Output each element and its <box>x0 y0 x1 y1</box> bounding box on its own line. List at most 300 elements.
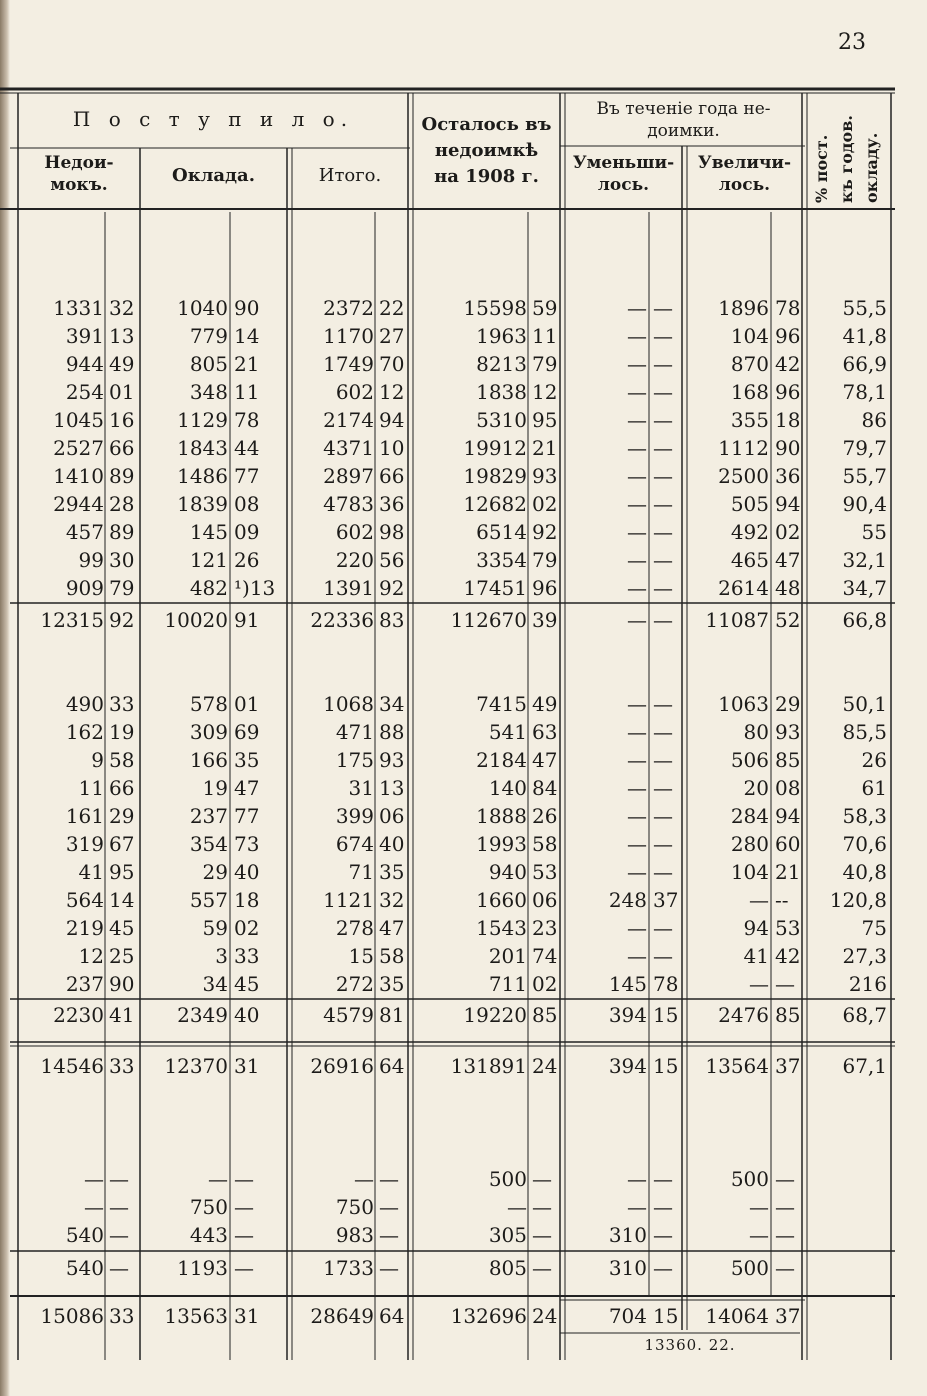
assessment-kopecks: 33 <box>234 944 260 968</box>
decreased-kopecks: — <box>653 720 673 744</box>
assessment-kopecks: 91 <box>234 608 260 632</box>
arrears-kopecks: 49 <box>109 352 135 376</box>
increased-rubles: 1063 <box>718 692 769 716</box>
arrears-rubles: 254 <box>65 380 104 404</box>
remaining-rubles: 19912 <box>463 436 527 460</box>
arrears-rubles: 490 <box>65 692 104 716</box>
arrears-kopecks: 79 <box>109 576 135 600</box>
total-kopecks: 35 <box>379 972 405 996</box>
table-row <box>0 322 927 350</box>
remaining-rubles: — <box>507 1195 527 1219</box>
increased-rubles: 870 <box>730 352 769 376</box>
assessment-rubles: 779 <box>189 324 228 348</box>
total-kopecks: 64 <box>379 1304 405 1328</box>
total-kopecks: — <box>379 1223 399 1247</box>
increased-kopecks: — <box>775 972 795 996</box>
remaining-kopecks: 63 <box>532 720 558 744</box>
increased-rubles: 20 <box>743 776 769 800</box>
assessment-rubles: 1486 <box>177 464 228 488</box>
arrears-kopecks: — <box>109 1223 129 1247</box>
total-kopecks: 36 <box>379 492 405 516</box>
assessment-rubles: 1843 <box>177 436 228 460</box>
decreased-rubles: — <box>627 520 647 544</box>
arrears-kopecks: 66 <box>109 436 135 460</box>
increased-rubles: 1896 <box>718 296 769 320</box>
table-row <box>0 1052 927 1080</box>
increased-kopecks: 37 <box>775 1304 801 1328</box>
total-kopecks: 98 <box>379 520 405 544</box>
table-row <box>0 294 927 322</box>
increased-rubles: 104 <box>730 860 769 884</box>
header-remaining: Осталось въ недоимкѣ на 1908 г. <box>421 114 552 187</box>
remaining-kopecks: 93 <box>532 464 558 488</box>
assessment-rubles: 10020 <box>164 608 228 632</box>
arrears-kopecks: 41 <box>109 1003 135 1027</box>
percent-value: 32,1 <box>842 548 887 572</box>
decreased-kopecks: — <box>653 916 673 940</box>
total-kopecks: 32 <box>379 888 405 912</box>
decreased-kopecks: — <box>653 776 673 800</box>
total-rubles: 983 <box>335 1223 374 1247</box>
total-kopecks: 27 <box>379 324 405 348</box>
decreased-rubles: — <box>627 408 647 432</box>
increased-rubles: — <box>749 1195 769 1219</box>
remaining-rubles: 305 <box>488 1223 527 1247</box>
table-row <box>0 802 927 830</box>
table-row <box>0 434 927 462</box>
total-rubles: 1391 <box>323 576 374 600</box>
assessment-rubles: 145 <box>189 520 228 544</box>
total-rubles: 4783 <box>323 492 374 516</box>
remaining-rubles: 112670 <box>450 608 527 632</box>
assessment-rubles: 354 <box>189 832 228 856</box>
arrears-rubles: 219 <box>65 916 104 940</box>
arrears-rubles: 944 <box>65 352 104 376</box>
arrears-kopecks: — <box>109 1167 129 1191</box>
arrears-rubles: — <box>84 1195 104 1219</box>
decreased-rubles: — <box>627 436 647 460</box>
total-rubles: 272 <box>335 972 374 996</box>
assessment-kopecks: 47 <box>234 776 260 800</box>
decreased-rubles: — <box>627 916 647 940</box>
remaining-kopecks: 53 <box>532 860 558 884</box>
total-rubles: 71 <box>348 860 374 884</box>
decreased-kopecks: 15 <box>653 1054 679 1078</box>
increased-kopecks: 94 <box>775 492 801 516</box>
remaining-kopecks: 96 <box>532 576 558 600</box>
decreased-kopecks: — <box>653 492 673 516</box>
decreased-rubles: — <box>627 608 647 632</box>
decreased-rubles: — <box>627 804 647 828</box>
assessment-kopecks: — <box>234 1195 254 1219</box>
decreased-kopecks: — <box>653 748 673 772</box>
total-rubles: 220 <box>335 548 374 572</box>
total-kopecks: 06 <box>379 804 405 828</box>
decreased-rubles: — <box>627 776 647 800</box>
total-kopecks: 94 <box>379 408 405 432</box>
decreased-rubles: 310 <box>608 1256 647 1280</box>
increased-kopecks: 96 <box>775 380 801 404</box>
percent-value: 90,4 <box>842 492 887 516</box>
decreased-rubles: — <box>627 324 647 348</box>
remaining-kopecks: 85 <box>532 1003 558 1027</box>
assessment-rubles: 309 <box>189 720 228 744</box>
table-row <box>0 350 927 378</box>
increased-kopecks: 52 <box>775 608 801 632</box>
increased-rubles: 2614 <box>718 576 769 600</box>
remaining-rubles: 5310 <box>476 408 527 432</box>
percent-value: 58,3 <box>842 804 887 828</box>
assessment-rubles: 1040 <box>177 296 228 320</box>
remaining-kopecks: 92 <box>532 520 558 544</box>
percent-value: 85,5 <box>842 720 887 744</box>
increased-kopecks: 42 <box>775 352 801 376</box>
assessment-kopecks: 14 <box>234 324 260 348</box>
remaining-rubles: 19829 <box>463 464 527 488</box>
remaining-kopecks: 47 <box>532 748 558 772</box>
percent-value: 216 <box>848 972 887 996</box>
increased-rubles: 80 <box>743 720 769 744</box>
increased-rubles: 94 <box>743 916 769 940</box>
table-row <box>0 1254 927 1282</box>
arrears-rubles: 2944 <box>53 492 104 516</box>
percent-value: 26 <box>861 748 887 772</box>
remaining-rubles: 805 <box>488 1256 527 1280</box>
total-kopecks: 13 <box>379 776 405 800</box>
table-row <box>0 914 927 942</box>
total-kopecks: 88 <box>379 720 405 744</box>
percent-value: 79,7 <box>842 436 887 460</box>
arrears-kopecks: 67 <box>109 832 135 856</box>
assessment-kopecks: 02 <box>234 916 260 940</box>
percent-value: 67,1 <box>842 1054 887 1078</box>
table-row <box>0 406 927 434</box>
percent-value: 66,9 <box>842 352 887 376</box>
arrears-kopecks: 14 <box>109 888 135 912</box>
percent-value: 55 <box>861 520 887 544</box>
decreased-rubles: 310 <box>608 1223 647 1247</box>
assessment-rubles: 750 <box>189 1195 228 1219</box>
total-kopecks: 10 <box>379 436 405 460</box>
assessment-kopecks: — <box>234 1167 254 1191</box>
increased-rubles: 1112 <box>718 436 769 460</box>
total-kopecks: 64 <box>379 1054 405 1078</box>
arrears-rubles: 1045 <box>53 408 104 432</box>
assessment-rubles: 19 <box>202 776 228 800</box>
remaining-kopecks: 79 <box>532 548 558 572</box>
decreased-kopecks: — <box>653 1167 673 1191</box>
table-row <box>0 546 927 574</box>
increased-kopecks: — <box>775 1256 795 1280</box>
increased-kopecks: 42 <box>775 944 801 968</box>
remaining-rubles: 1838 <box>476 380 527 404</box>
arrears-kopecks: 01 <box>109 380 135 404</box>
arrears-rubles: 11 <box>78 776 104 800</box>
assessment-rubles: 578 <box>189 692 228 716</box>
remaining-kopecks: 84 <box>532 776 558 800</box>
remaining-kopecks: 24 <box>532 1054 558 1078</box>
increased-kopecks: 48 <box>775 576 801 600</box>
total-rubles: — <box>354 1167 374 1191</box>
percent-value: 55,7 <box>842 464 887 488</box>
table-row <box>0 606 927 634</box>
increased-rubles: — <box>749 1223 769 1247</box>
decreased-kopecks: — <box>653 548 673 572</box>
increased-kopecks: 47 <box>775 548 801 572</box>
assessment-kopecks: 21 <box>234 352 260 376</box>
arrears-kopecks: 33 <box>109 692 135 716</box>
decreased-kopecks: — <box>653 832 673 856</box>
table-row <box>0 1001 927 1029</box>
arrears-rubles: 161 <box>65 804 104 828</box>
table-row <box>0 718 927 746</box>
assessment-kopecks: 31 <box>234 1054 260 1078</box>
arrears-kopecks: 92 <box>109 608 135 632</box>
table-row <box>0 490 927 518</box>
decreased-kopecks: — <box>653 608 673 632</box>
assessment-kopecks: 69 <box>234 720 260 744</box>
arrears-kopecks: 90 <box>109 972 135 996</box>
increased-kopecks: 90 <box>775 436 801 460</box>
total-kopecks: 92 <box>379 576 405 600</box>
table-row <box>0 746 927 774</box>
total-rubles: 1733 <box>323 1256 374 1280</box>
total-rubles: 31 <box>348 776 374 800</box>
assessment-kopecks: 77 <box>234 464 260 488</box>
remaining-rubles: 6514 <box>476 520 527 544</box>
remaining-rubles: 201 <box>488 944 527 968</box>
decreased-kopecks: 78 <box>653 972 679 996</box>
arrears-rubles: 457 <box>65 520 104 544</box>
total-kopecks: 93 <box>379 748 405 772</box>
increased-kopecks: 60 <box>775 832 801 856</box>
decreased-rubles: — <box>627 492 647 516</box>
assessment-rubles: 34 <box>202 972 228 996</box>
decreased-kopecks: — <box>653 520 673 544</box>
assessment-kopecks: 44 <box>234 436 260 460</box>
assessment-kopecks: 08 <box>234 492 260 516</box>
assessment-kopecks: ¹)13 <box>234 576 276 600</box>
remaining-rubles: 1543 <box>476 916 527 940</box>
remaining-kopecks: — <box>532 1256 552 1280</box>
percent-value: 75 <box>861 916 887 940</box>
total-rubles: 602 <box>335 380 374 404</box>
percent-value: 41,8 <box>842 324 887 348</box>
remaining-kopecks: — <box>532 1223 552 1247</box>
decreased-rubles: 394 <box>608 1003 647 1027</box>
percent-value: 34,7 <box>842 576 887 600</box>
assessment-kopecks: 35 <box>234 748 260 772</box>
table-row <box>0 462 927 490</box>
arrears-rubles: 391 <box>65 324 104 348</box>
table-row <box>0 1165 927 1193</box>
assessment-rubles: — <box>208 1167 228 1191</box>
decreased-kopecks: — <box>653 1256 673 1280</box>
assessment-rubles: 482 <box>189 576 228 600</box>
remaining-rubles: 140 <box>488 776 527 800</box>
arrears-kopecks: 89 <box>109 520 135 544</box>
assessment-rubles: 557 <box>189 888 228 912</box>
increased-kopecks: 21 <box>775 860 801 884</box>
decreased-kopecks: — <box>653 1223 673 1247</box>
remaining-rubles: 711 <box>488 972 527 996</box>
remaining-rubles: 8213 <box>476 352 527 376</box>
remaining-rubles: 1888 <box>476 804 527 828</box>
decreased-kopecks: — <box>653 324 673 348</box>
total-kopecks: — <box>379 1167 399 1191</box>
total-rubles: 4579 <box>323 1003 374 1027</box>
assessment-kopecks: 78 <box>234 408 260 432</box>
header-arrears: Недои- мокъ. <box>44 153 114 195</box>
remaining-kopecks: 23 <box>532 916 558 940</box>
assessment-rubles: 29 <box>202 860 228 884</box>
increased-rubles: 13564 <box>705 1054 769 1078</box>
remaining-rubles: 940 <box>488 860 527 884</box>
assessment-rubles: 237 <box>189 804 228 828</box>
percent-value: 86 <box>861 408 887 432</box>
table-row <box>0 574 927 602</box>
decreased-kopecks: — <box>653 1195 673 1219</box>
increased-rubles: 465 <box>730 548 769 572</box>
decreased-rubles: 704 <box>608 1304 647 1328</box>
decreased-rubles: — <box>627 296 647 320</box>
assessment-kopecks: — <box>234 1256 254 1280</box>
total-rubles: 175 <box>335 748 374 772</box>
increased-kopecks: — <box>775 1223 795 1247</box>
arrears-rubles: 2527 <box>53 436 104 460</box>
increased-kopecks: -- <box>775 888 789 912</box>
arrears-kopecks: 16 <box>109 408 135 432</box>
percent-value: 120,8 <box>829 888 887 912</box>
arrears-rubles: 12315 <box>40 608 104 632</box>
total-rubles: 22336 <box>310 608 374 632</box>
assessment-rubles: 1193 <box>177 1256 228 1280</box>
assessment-kopecks: 01 <box>234 692 260 716</box>
assessment-kopecks: 11 <box>234 380 260 404</box>
assessment-kopecks: 77 <box>234 804 260 828</box>
total-kopecks: 12 <box>379 380 405 404</box>
assessment-rubles: 3 <box>215 944 228 968</box>
table-row <box>0 1221 927 1249</box>
remaining-kopecks: 02 <box>532 492 558 516</box>
arrears-rubles: 564 <box>65 888 104 912</box>
arrears-kopecks: 32 <box>109 296 135 320</box>
remaining-rubles: 7415 <box>476 692 527 716</box>
remaining-kopecks: 12 <box>532 380 558 404</box>
arrears-kopecks: 33 <box>109 1304 135 1328</box>
assessment-kopecks: 40 <box>234 1003 260 1027</box>
decreased-rubles: — <box>627 1167 647 1191</box>
arrears-kopecks: 13 <box>109 324 135 348</box>
increased-kopecks: 18 <box>775 408 801 432</box>
total-rubles: 2897 <box>323 464 374 488</box>
table-row <box>0 774 927 802</box>
remaining-kopecks: 39 <box>532 608 558 632</box>
arrears-rubles: 12 <box>78 944 104 968</box>
table-row <box>0 886 927 914</box>
arrears-rubles: 2230 <box>53 1003 104 1027</box>
increased-kopecks: 94 <box>775 804 801 828</box>
assessment-rubles: 1839 <box>177 492 228 516</box>
arrears-kopecks: — <box>109 1195 129 1219</box>
decreased-kopecks: — <box>653 804 673 828</box>
total-kopecks: 40 <box>379 832 405 856</box>
header-received: П о с т у п и л о. <box>72 107 354 131</box>
assessment-rubles: 348 <box>189 380 228 404</box>
assessment-kopecks: 90 <box>234 296 260 320</box>
table-row <box>0 378 927 406</box>
increased-kopecks: 08 <box>775 776 801 800</box>
total-rubles: 278 <box>335 916 374 940</box>
arrears-kopecks: 58 <box>109 748 135 772</box>
total-kopecks: 35 <box>379 860 405 884</box>
assessment-rubles: 13563 <box>164 1304 228 1328</box>
remaining-kopecks: — <box>532 1195 552 1219</box>
arrears-rubles: 237 <box>65 972 104 996</box>
total-rubles: 1068 <box>323 692 374 716</box>
remaining-kopecks: 58 <box>532 832 558 856</box>
increased-rubles: 500 <box>730 1167 769 1191</box>
table-row <box>0 1193 927 1221</box>
decreased-rubles: — <box>627 352 647 376</box>
arrears-rubles: 540 <box>65 1223 104 1247</box>
decreased-kopecks: — <box>653 436 673 460</box>
increased-kopecks: 85 <box>775 1003 801 1027</box>
increased-kopecks: 85 <box>775 748 801 772</box>
arrears-kopecks: — <box>109 1256 129 1280</box>
assessment-kopecks: 40 <box>234 860 260 884</box>
arrears-kopecks: 30 <box>109 548 135 572</box>
decreased-kopecks: — <box>653 352 673 376</box>
assessment-rubles: 59 <box>202 916 228 940</box>
remaining-rubles: 1993 <box>476 832 527 856</box>
assessment-rubles: 443 <box>189 1223 228 1247</box>
remaining-kopecks: 11 <box>532 324 558 348</box>
total-rubles: 674 <box>335 832 374 856</box>
arrears-rubles: 1410 <box>53 464 104 488</box>
total-rubles: 1170 <box>323 324 374 348</box>
arrears-rubles: 319 <box>65 832 104 856</box>
decreased-kopecks: — <box>653 860 673 884</box>
increased-rubles: 280 <box>730 832 769 856</box>
header-during-year: Въ теченіе года не- доимки. <box>596 99 771 141</box>
assessment-rubles: 12370 <box>164 1054 228 1078</box>
table-row <box>0 970 927 998</box>
total-rubles: 602 <box>335 520 374 544</box>
increased-rubles: 14064 <box>705 1304 769 1328</box>
increased-rubles: 506 <box>730 748 769 772</box>
header-assessment: Оклада. <box>172 165 255 186</box>
remaining-kopecks: 24 <box>532 1304 558 1328</box>
header-percent: % пост. къ годов. окладу. <box>812 115 881 203</box>
decreased-rubles: — <box>627 464 647 488</box>
remaining-kopecks: 26 <box>532 804 558 828</box>
decreased-rubles: — <box>627 692 647 716</box>
remaining-rubles: 500 <box>488 1167 527 1191</box>
assessment-kopecks: 45 <box>234 972 260 996</box>
total-kopecks: 66 <box>379 464 405 488</box>
percent-value: 78,1 <box>842 380 887 404</box>
increased-kopecks: 53 <box>775 916 801 940</box>
increased-rubles: 505 <box>730 492 769 516</box>
total-rubles: 1121 <box>323 888 374 912</box>
arrears-kopecks: 95 <box>109 860 135 884</box>
arrears-kopecks: 28 <box>109 492 135 516</box>
assessment-kopecks: 26 <box>234 548 260 572</box>
increased-rubles: 104 <box>730 324 769 348</box>
decreased-kopecks: 37 <box>653 888 679 912</box>
arrears-kopecks: 89 <box>109 464 135 488</box>
